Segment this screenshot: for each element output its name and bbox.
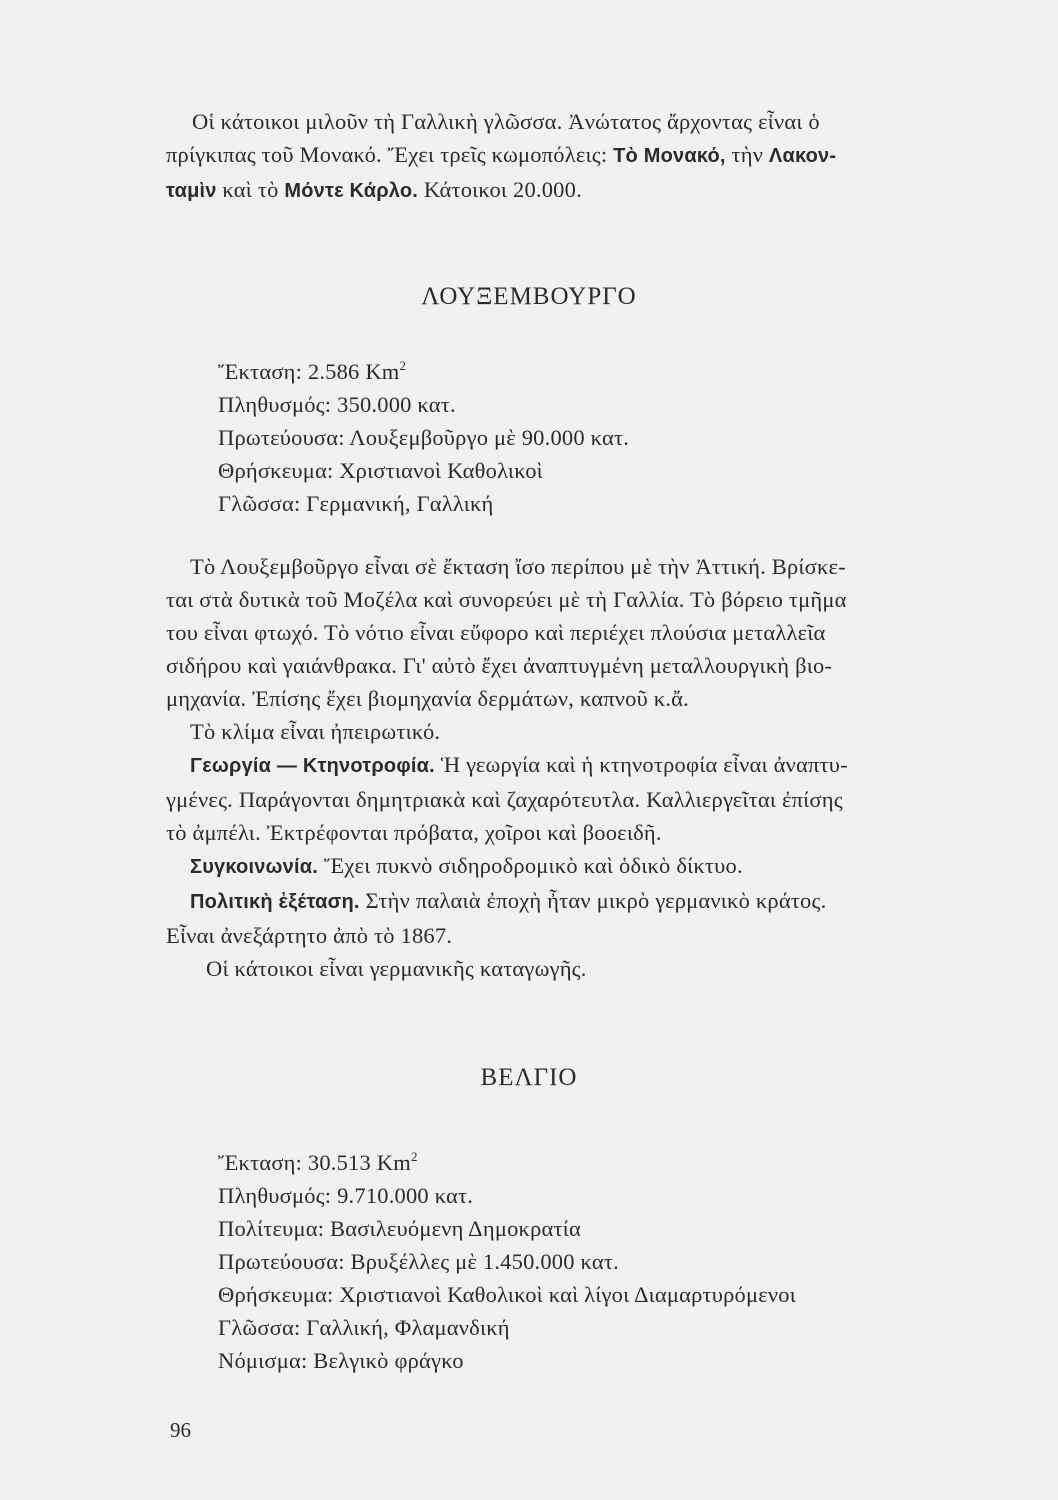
belgium-facts	[218, 1146, 796, 1377]
text-span: τὴν	[731, 142, 764, 167]
section-title-belgium: ΒΕΛΓΙΟ	[480, 1064, 578, 1091]
luxembourg-body	[166, 550, 1008, 985]
text-line: τὸ ἀμπέλι. Ἐκτρέφονται πρόβατα, χοῖροι καὶ βοοειδῆ.	[166, 820, 662, 845]
bold-term: Πολιτικὴ ἐξέταση.	[190, 891, 360, 913]
fact-text: Ἔκταση: 30.513 Km	[218, 1150, 411, 1175]
text-span: πρίγκιπας τοῦ Μονακό. Ἔχει τρεῖς κωμοπόλεις:	[166, 142, 608, 167]
fact-government: Πολίτευμα: Βασιλευόμενη Δημοκρατία	[218, 1216, 581, 1241]
bold-term: Λακον-	[768, 145, 837, 167]
fact-religion: Θρήσκευμα: Χριστιανοὶ Καθολικοὶ καὶ λίγοι Διαμαρτυρόμενοι	[218, 1282, 796, 1307]
section-title-luxembourg: ΛΟΥΞΕΜΒΟΥΡΓΟ	[421, 283, 637, 310]
text-line	[190, 849, 1008, 884]
fact-language: Γλῶσσα: Γερμανική, Γαλλική	[218, 491, 494, 516]
text-span: Στὴν παλαιὰ ἐποχὴ ἦταν μικρὸ γερμανικὸ κράτος.	[365, 888, 827, 913]
bold-term: Γεωργία — Κτηνοτροφία.	[190, 755, 435, 777]
text-span: Ἔχει πυκνὸ σιδηροδρομικὸ καὶ ὁδικὸ δίκτυο.	[323, 853, 743, 878]
bold-term: Μόντε Κάρλο.	[284, 180, 419, 202]
monaco-paragraph	[166, 105, 1008, 208]
luxembourg-facts	[218, 355, 629, 520]
text-line	[190, 884, 1008, 919]
fact-text: Ἔκταση: 2.586 Km	[218, 359, 400, 384]
fact-religion: Θρήσκευμα: Χριστιανοὶ Καθολικοὶ	[218, 458, 543, 483]
text-line: γμένες. Παράγονται δημητριακὰ καὶ ζαχαρότευτλα. Καλλιεργεῖται ἐπίσης	[166, 787, 843, 812]
fact-area	[218, 355, 629, 388]
text-line: Οἱ κάτοικοι μιλοῦν τὴ Γαλλικὴ γλῶσσα. Ἀνώτατος ἄρχοντας εἶναι ὁ	[192, 109, 820, 134]
fact-capital: Πρωτεύουσα: Βρυξέλλες μὲ 1.450.000 κατ.	[218, 1249, 619, 1274]
text-line	[166, 173, 1008, 208]
fact-capital: Πρωτεύουσα: Λουξεμβοῦργο μὲ 90.000 κατ.	[218, 425, 630, 450]
fact-area	[218, 1146, 796, 1179]
fact-currency: Νόμισμα: Βελγικὸ φράγκο	[218, 1348, 464, 1373]
text-line: μηχανία. Ἐπίσης ἔχει βιομηχανία δερμάτων, καπνοῦ κ.ἄ.	[166, 686, 689, 711]
bold-term: ταμὶν	[166, 180, 217, 202]
text-line: Εἶναι ἀνεξάρτητο ἀπὸ τὸ 1867.	[166, 923, 453, 948]
bold-term: Συγκοινωνία.	[190, 856, 318, 878]
text-line: Τὸ Λουξεμβοῦργο εἶναι σὲ ἔκταση ἴσο περίπου μὲ τὴν Ἀττική. Βρίσκε-	[190, 554, 846, 579]
text-span: Κάτοικοι 20.000.	[423, 177, 582, 202]
text-line: του εἶναι φτωχό. Τὸ νότιο εἶναι εὔφορο καὶ περιέχει πλούσια μεταλλεῖα	[166, 620, 826, 645]
text-line: Οἱ κάτοικοι εἶναι γερμανικῆς καταγωγῆς.	[206, 956, 587, 981]
text-span: Ἡ γεωργία καὶ ἡ κτηνοτροφία εἶναι ἀναπτυ-	[440, 752, 848, 777]
superscript: 2	[410, 1149, 418, 1164]
superscript: 2	[399, 358, 407, 373]
text-span: καὶ τὸ	[222, 177, 279, 202]
text-line: Τὸ κλίμα εἶναι ἠπειρωτικό.	[190, 719, 441, 744]
fact-language: Γλῶσσα: Γαλλική, Φλαμανδική	[218, 1315, 510, 1340]
text-line: σιδήρου καὶ γαιάνθρακα. Γι' αὐτὸ ἔχει ἀναπτυγμένη μεταλλουργικὴ βιο-	[166, 653, 833, 678]
bold-term: Τὸ Μονακό,	[613, 145, 726, 167]
fact-population: Πληθυσμός: 350.000 κατ.	[218, 392, 456, 417]
page-number: 96	[170, 1418, 191, 1442]
text-line	[166, 138, 1008, 173]
fact-population: Πληθυσμός: 9.710.000 κατ.	[218, 1183, 474, 1208]
text-line	[190, 748, 1008, 783]
text-line: ται στὰ δυτικὰ τοῦ Μοζέλα καὶ συνορεύει μὲ τὴ Γαλλία. Τὸ βόρειο τμῆμα	[166, 587, 847, 612]
